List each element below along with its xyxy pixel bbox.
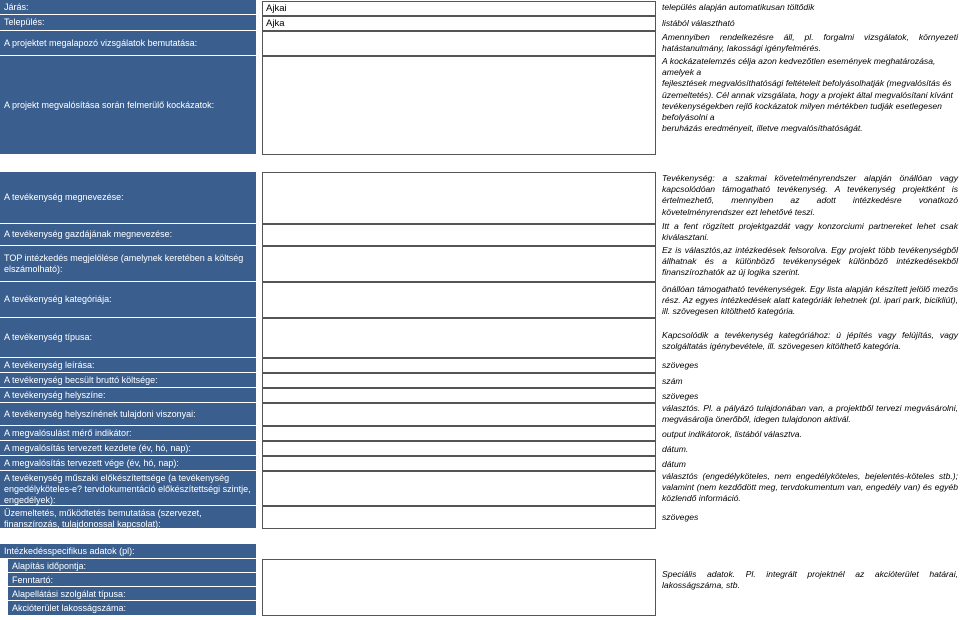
label-vege: A megvalósítás tervezett vége (év, hó, nap):	[0, 456, 256, 471]
note-megnevezes: Tevékenység: a szakmai követelményrendszer alapján önállóan vagy kapcsolódóan támogatható tevékenység. A tevékenység projektként is értelmezhető, mennyiben az adott intézkedésre vonatkozó követelményrendszer ezt lehetővé teszi.	[662, 173, 958, 217]
note-gazda: Itt a fent rögzített projektgazdát vagy konzorciumi partnereket lehet csak kiválasztani.	[662, 221, 958, 243]
field-jaras[interactable]: Ajkai	[262, 1, 656, 16]
specific-fenntarto: Fenntartó:	[8, 573, 256, 587]
note-telepules: listából választható	[662, 18, 735, 28]
field-vege[interactable]	[262, 456, 656, 471]
specific-lakossag: Akcióterület lakosságszáma:	[8, 601, 256, 616]
label-kockazat: A projekt megvalósítása során felmerülő kockázatok:	[0, 56, 256, 155]
specific-szolgalat: Alapellátási szolgálat típusa:	[8, 587, 256, 601]
label-tulajdon: A tevékenység helyszínének tulajdoni viszonyai:	[0, 403, 256, 426]
label-vizsgalat: A projektet megalapozó vizsgálatok bemutatása:	[0, 31, 256, 56]
field-koltseg[interactable]	[262, 373, 656, 388]
field-kategoria[interactable]	[262, 282, 656, 318]
note-helyszin: szöveges	[662, 391, 699, 401]
field-tipus[interactable]	[262, 318, 656, 358]
label-indikator: A megvalósulást mérő indikátor:	[0, 426, 256, 441]
note-tulajdon: választós. Pl. a pályázó tulajdonában van, a projektből tervezi megvásárolni, megvásárolja önerőből, idegen tulajdonon aktivál.	[662, 403, 958, 425]
note-kockazat-line: tevékenységekben rejlő kockázatok milyen mértékben tudják esetlegesen befolyásolni a	[662, 100, 942, 123]
field-uzemeltetes[interactable]	[262, 506, 656, 529]
note-kockazat	[662, 56, 958, 134]
note-jaras: település alapján automatikusan töltődik	[662, 2, 815, 12]
field-indikator[interactable]	[262, 426, 656, 441]
note-top: Ez is választós,az intézkedések felsorolva. Egy projekt több tevékenységből állhatnak és a különböző tevékenységek különböző intézkedésekből finanszírozhatók az új logika szerint.	[662, 245, 958, 278]
note-vizsgalat: Amennyiben rendelkezésre áll, pl. forgalmi vizsgálatok, környezeti hatástanulmány, lakossági igényfelmérés.	[662, 32, 958, 54]
label-telepules: Település:	[0, 15, 256, 31]
label-helyszin: A tevékenység helyszíne:	[0, 388, 256, 403]
note-vege: dátum	[662, 459, 686, 469]
note-kockazat-line: üzemeltetés). Cél annak vizsgálata, hogy a projekt által megvalósítani kívánt	[662, 89, 953, 100]
field-top[interactable]	[262, 246, 656, 282]
label-gazda: A tevékenység gazdájának megnevezése:	[0, 224, 256, 246]
note-kezdete: dátum.	[662, 444, 689, 454]
label-muszaki: A tevékenység műszaki előkészítettsége (a tevékenység engedélyköteles-e? tervdokumentáció előkészítettségi szintje, engedélyek):	[0, 471, 256, 506]
field-muszaki[interactable]	[262, 471, 656, 506]
label-koltseg: A tevékenység becsült bruttó költsége:	[0, 373, 256, 388]
field-tulajdon[interactable]	[262, 403, 656, 426]
field-leiras[interactable]	[262, 358, 656, 373]
note-koltseg: szám	[662, 376, 683, 386]
note-muszaki: választós (engedélyköteles, nem engedélyköteles, bejelentés-köteles stb.); valamint (nem kezdődött meg, tervdokumentum van, engedély van) és egyéb közlendő információ.	[662, 471, 958, 504]
field-megnevezes[interactable]	[262, 172, 656, 224]
field-kezdete[interactable]	[262, 441, 656, 456]
note-kockazat-line: beruházás eredményeit, illetve megvalósíthatóságát.	[662, 123, 863, 134]
note-indikator: output indikátorok, listából választva.	[662, 429, 802, 439]
field-specific[interactable]	[262, 559, 656, 616]
specific-alapitas: Alapítás időpontja:	[8, 559, 256, 573]
field-telepules[interactable]: Ajka	[262, 16, 656, 31]
note-leiras: szöveges	[662, 360, 699, 370]
specific-header: Intézkedésspecifikus adatok (pl):	[0, 544, 256, 559]
note-tipus: Kapcsolódik a tevékenység kategóriához: ú jépítés vagy felújítás, vagy szolgáltatás igénybevétele, ill. szövegesen kitölthető kategória.	[662, 330, 958, 352]
field-gazda[interactable]	[262, 224, 656, 246]
label-leiras: A tevékenység leírása:	[0, 358, 256, 373]
label-top: TOP intézkedés megjelölése (amelynek keretében a költség elszámolható):	[0, 246, 256, 282]
note-kategoria: önállóan támogatható tevékenységek. Egy lista alapján készített jelölő mezős rész. Az egyes intézkedések alatt kategóriák lehetnek (pl. ipari park, bicikliút), ill. szövegesen kitölthető kategória.	[662, 284, 958, 317]
label-megnevezes: A tevékenység megnevezése:	[0, 172, 256, 224]
note-kockazat-line: A kockázatelemzés célja azon kedvezőtlen események meghatározása, amelyek a	[662, 56, 936, 78]
note-kockazat-line: fejlesztések megvalósíthatósági feltételeit befolyásolhatják (megvalósítás és	[662, 78, 952, 89]
label-tipus: A tevékenység típusa:	[0, 318, 256, 358]
note-uzemeltetes: szöveges	[662, 512, 699, 522]
label-jaras: Járás:	[0, 0, 256, 15]
field-kockazat[interactable]	[262, 56, 656, 155]
note-specific: Speciális adatok. Pl. integrált projektnél az akcióterület határai, lakosságszáma, stb.	[662, 569, 958, 591]
label-kezdete: A megvalósítás tervezett kezdete (év, hó, nap):	[0, 441, 256, 456]
field-helyszin[interactable]	[262, 388, 656, 403]
field-vizsgalat[interactable]	[262, 31, 656, 56]
label-uzemeltetes: Üzemeltetés, működtetés bemutatása (szervezet, finanszírozás, tulajdonossal kapcsolat):	[0, 506, 256, 529]
label-kategoria: A tevékenység kategóriája:	[0, 282, 256, 318]
